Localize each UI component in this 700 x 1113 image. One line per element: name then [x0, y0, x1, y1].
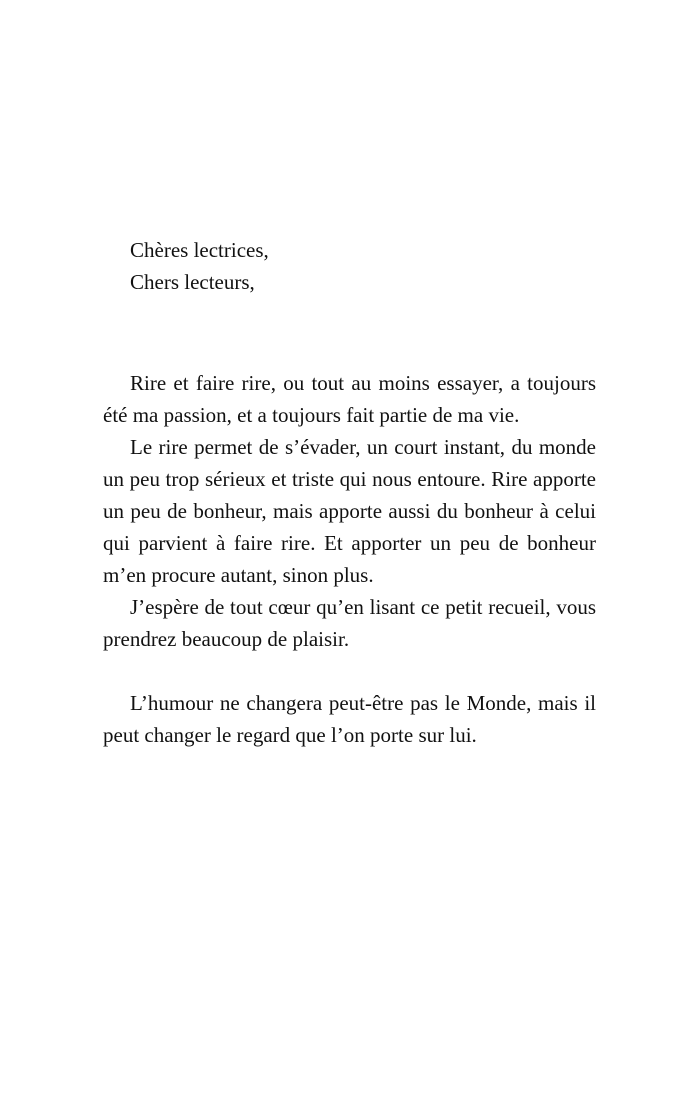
paragraph-3: J’espère de tout cœur qu’en lisant ce petit recueil, vous prendrez beaucoup de plaisir.: [103, 595, 596, 651]
paragraph-spacer: [103, 655, 596, 687]
salutation: [130, 234, 269, 298]
letter-body: [103, 367, 596, 751]
paragraph-4: L’humour ne changera peut-être pas le Monde, mais il peut changer le regard que l’on porte sur lui.: [103, 691, 596, 747]
paragraph-2: Le rire permet de s’évader, un court instant, du monde un peu trop sérieux et triste qui nous entoure. Rire apporte un peu de bonheur, mais apporte aussi du bonheur à celui qui parvient à faire rire. Et apporter un peu de bonheur m’en procure autant, sinon plus.: [103, 435, 596, 587]
salutation-line-2: Chers lecteurs,: [130, 270, 255, 294]
salutation-line-1: Chères lectrices,: [130, 238, 269, 262]
paragraph-1: Rire et faire rire, ou tout au moins essayer, a toujours été ma passion, et a toujours fait partie de ma vie.: [103, 371, 596, 427]
